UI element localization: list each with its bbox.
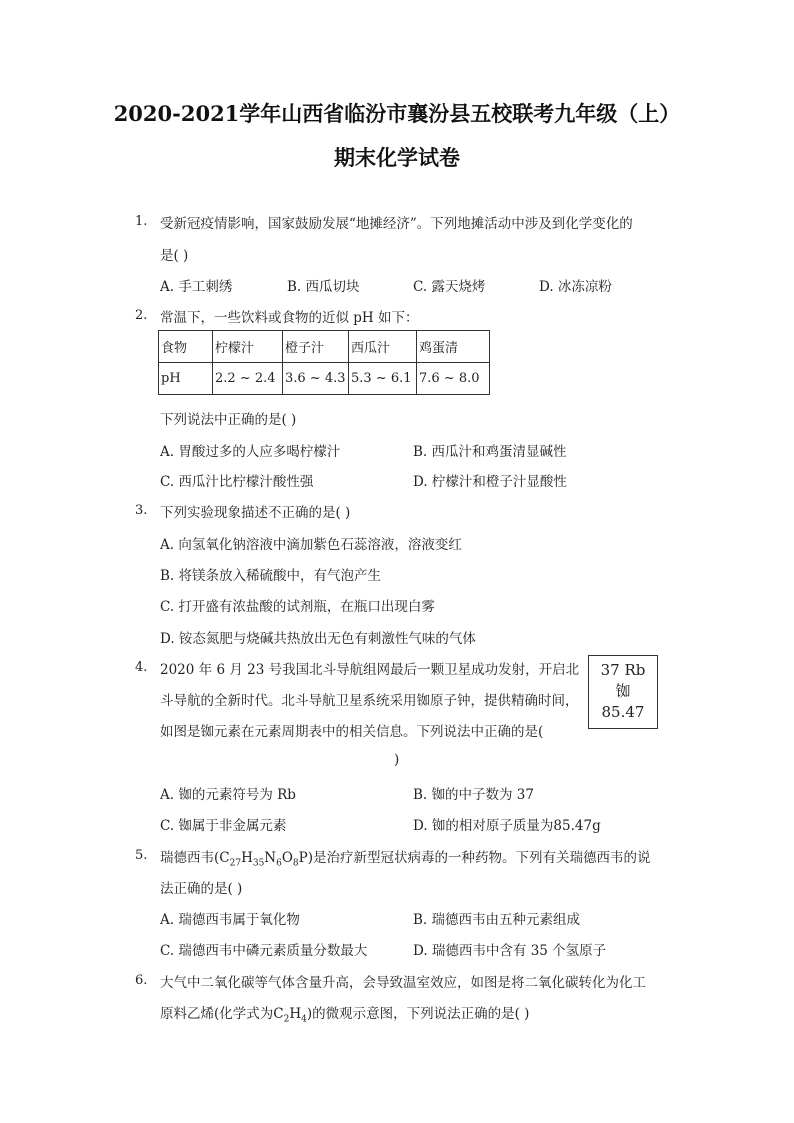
q4-text-line4: ) [394,752,400,768]
ph-table-cell: 3.6 ~ 4.3 [283,363,349,395]
q4-text-line3: 如图是铷元素在元素周期表中的相关信息。下列说法中正确的是( [160,724,544,740]
ph-table-cell: 5.3 ~ 6.1 [349,363,417,395]
formula-element: O [281,850,293,866]
q1-option-d: D. 冰冻凉粉 [539,279,612,295]
ph-table-header-cell: 柠檬汁 [213,331,283,363]
rubidium-element-card [588,655,658,729]
q2-option-b: B. 西瓜汁和鸡蛋清显碱性 [413,444,567,460]
q5-option-d: D. 瑞德西韦中含有 35 个氢原子 [413,943,607,959]
q4-number: 4. [135,660,148,675]
q4-text-line1: 2020 年 6 月 23 号我国北斗导航组网最后一颗卫星成功发射，开启北 [160,662,580,678]
q3-option-b: B. 将镁条放入稀硫酸中，有气泡产生 [160,568,382,584]
q2-number: 2. [135,308,148,323]
formula-subscript: 35 [252,858,265,869]
formula-subscript: 8 [292,858,299,869]
exam-title-line2: 期末化学试卷 [334,145,460,170]
q2-stem: 下列说法中正确的是( ) [160,412,297,428]
q5-option-c: C. 瑞德西韦中磷元素质量分数最大 [160,943,368,959]
element-atomic-mass: 85.47 [601,703,645,721]
formula-element: H [289,1006,302,1022]
q4-option-b: B. 铷的中子数为 37 [413,787,534,803]
formula-element: H [241,850,253,866]
q4-text-line2: 斗导航的全新时代。北斗导航卫星系统采用铷原子钟，提供精确时间， [160,693,579,709]
q5-option-a: A. 瑞德西韦属于氧化物 [160,912,300,928]
q3-number: 3. [135,503,148,518]
q5-text-prefix: 瑞德西韦(C [160,850,230,866]
formula-subscript: 2 [283,1014,290,1025]
ph-table-header-cell: 橙子汁 [283,331,349,363]
q6-number: 6. [135,973,148,988]
ph-table-cell: pH [159,363,213,395]
formula-subscript: 27 [229,858,242,869]
q6-text-line2 [160,1002,529,1025]
q6-text-prefix: 原料乙烯(化学式为C [160,1006,284,1022]
q5-text-suffix: P)是治疗新型冠状病毒的一种药物。下列有关瑞德西韦的说 [298,850,651,866]
q5-option-b: B. 瑞德西韦由五种元素组成 [413,912,581,928]
q3-option-a: A. 向氢氧化钠溶液中滴加紫色石蕊溶液，溶液变红 [160,537,462,553]
q5-text-line1 [160,846,651,869]
ph-table [158,330,490,395]
q3-text: 下列实验现象描述不正确的是( ) [160,505,351,521]
q2-option-c: C. 西瓜汁比柠檬汁酸性强 [160,474,314,490]
q5-text-line2: 法正确的是( ) [160,881,243,897]
q2-option-d: D. 柠檬汁和橙子汁显酸性 [413,474,567,490]
q1-text-line1: 受新冠疫情影响，国家鼓励发展“地摊经济”。下列地摊活动中涉及到化学变化的 [160,216,633,232]
q2-option-a: A. 胃酸过多的人应多喝柠檬汁 [160,444,341,460]
ph-table-header-cell: 鸡蛋清 [417,331,490,363]
q4-option-c: C. 铷属于非金属元素 [160,818,287,834]
element-name: 铷 [615,682,631,700]
q3-option-c: C. 打开盛有浓盐酸的试剂瓶，在瓶口出现白雾 [160,599,435,615]
ph-table-cell: 2.2 ~ 2.4 [213,363,283,395]
q1-option-c: C. 露天烧烤 [413,279,486,295]
ph-table-header-row [159,331,490,363]
ph-table-cell: 7.6 ~ 8.0 [417,363,490,395]
ph-table-header-cell: 食物 [159,331,213,363]
q1-option-a: A. 手工刺绣 [160,279,233,295]
q1-text-line2: 是( ) [160,248,189,264]
formula-element: N [264,850,277,866]
q1-number: 1. [135,214,148,229]
ph-table-row [159,363,490,395]
q5-number: 5. [135,848,148,863]
q3-option-d: D. 铵态氮肥与烧碱共热放出无色有刺激性气味的气体 [160,631,476,647]
q6-text-suffix: )的微观示意图，下列说法正确的是( ) [306,1006,530,1022]
ph-table-header-cell: 西瓜汁 [349,331,417,363]
formula-subscript: 4 [301,1014,307,1025]
formula-subscript: 6 [276,858,282,869]
q4-option-a: A. 铷的元素符号为 Rb [160,787,296,803]
q4-option-d: D. 铷的相对原子质量为85.47g [413,818,601,834]
element-number-symbol: 37 Rb [600,661,646,679]
q6-text-line1: 大气中二氧化碳等气体含量升高，会导致温室效应，如图是将二氧化碳转化为化工 [160,975,646,991]
exam-title-line1: 2020-2021学年山西省临汾市襄汾县五校联考九年级（上） [113,101,681,126]
q2-text: 常温下，一些饮料或食物的近似 pH 如下： [160,310,419,326]
q1-option-b: B. 西瓜切块 [287,279,360,295]
